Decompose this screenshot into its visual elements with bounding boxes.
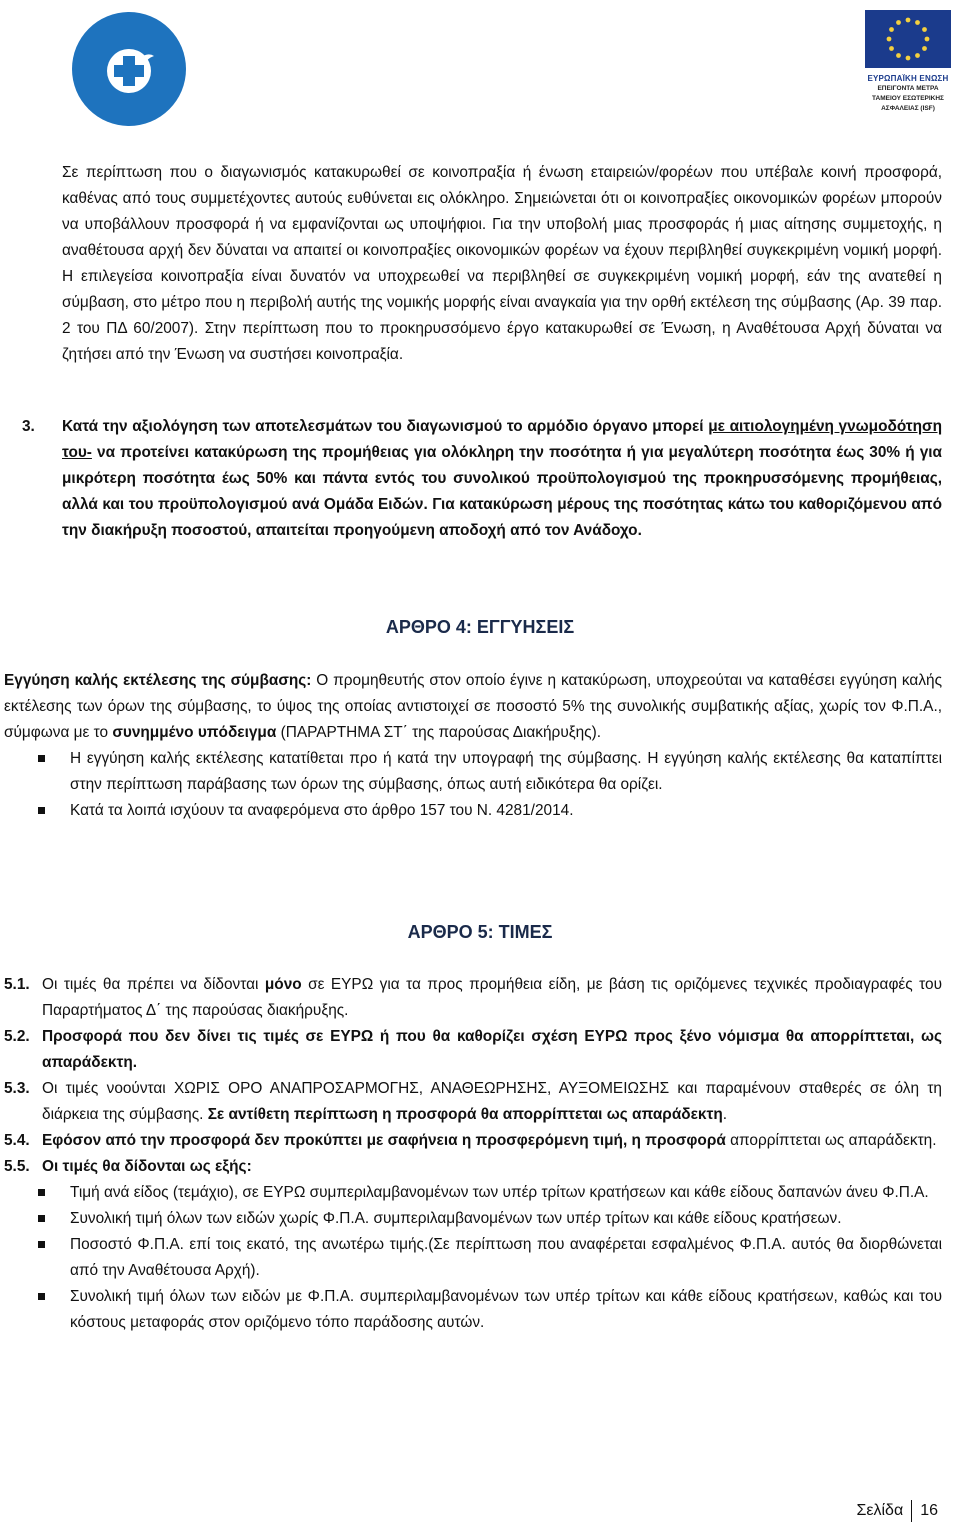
item-5-3-bold: Σε αντίθετη περίπτωση η προσφορά θα απορρίπτεται ως απαράδεκτη: [207, 1106, 723, 1123]
article-4-body: [4, 668, 942, 824]
intro-text: Σε περίπτωση που ο διαγωνισμός κατακυρωθεί σε κοινοπραξία ή ένωση εταιρειών/φορέων που υπέβαλε κοινή προσφορά, καθένας από τους συμμετέχοντες αυτούς ευθύνεται εις ολόκληρο. Σημειώνεται ότι οι κοινοπραξίες οικονομικών φορέων μπορούν να υποβάλλουν προσφορά ή να εμφανίζονται ως υποψήφιοι. Για την υποβολή μιας προσφοράς ή μιας αίτησης συμμετοχής, η αναθέτουσα αρχή δεν δύναται να απαιτεί οι κοινοπραξίες οικονομικών φορέων να έχουν περιβληθεί συγκεκριμένη νομική μορφή. Η επιλεγείσα κοινοπραξία είναι δυνατόν να υποχρεωθεί να περιβληθεί σε συγκεκριμένη νομική μορφή, εάν της ανατεθεί η σύμβαση, στο μέτρο που η περιβολή αυτής της νομικής μορφής είναι αναγκαία για την ορθή εκτέλεση της σύμβασης (Αρ. 39 παρ. 2 του ΠΔ 60/2007). Στην περίπτωση που το προκηρυσσόμενο έργο κατακυρωθεί σε Ένωση, η Αναθέτουσα Αρχή δύναται να ζητήσει από την Ένωση να συστήσει κοινοπραξία.: [62, 164, 942, 363]
guarantee-lead: Εγγύηση καλής εκτέλεσης της σύμβασης:: [4, 672, 312, 689]
item-5-4-number: 5.4.: [4, 1132, 30, 1149]
item-5-2: [4, 1024, 942, 1076]
item-3-text-b: να προτείνει κατακύρωση της προμήθειας για ολόκληρη την ποσότητα ή για μεγαλύτερη ποσότητα έως 30% ή για μικρότερη ποσότητα έως 50% και πάντα εντός του συνολικού προϋπολογισμού της προκηρυσσόμενης προμήθειας, αλλά και του προϋπολογισμού ανά Ομάδα Ειδών. Για κατακύρωση μέρους της ποσότητας κάτω του καθοριζόμενου από την διακήρυξη ποσοστού, απαιτείται προηγούμενη αποδοχή από τον Ανάδοχο.: [62, 444, 942, 539]
article-5-bullet-text: Ποσοστό Φ.Π.Α. επί τοις εκατό, της ανωτέρω τιμής.(Σε περίπτωση που αναφέρεται εσφαλμένος Φ.Π.Α. αυτός θα διορθώνεται από την Αναθέτουσα Αρχή).: [70, 1236, 942, 1279]
item-5-1: [4, 972, 942, 1024]
article-4-bullet-text: Κατά τα λοιπά ισχύουν τα αναφερόμενα στο άρθρο 157 του Ν. 4281/2014.: [70, 802, 574, 819]
eu-logo-line4: ΑΣΦΑΛΕΙΑΣ (ISF): [881, 105, 935, 112]
item-5-5-number: 5.5.: [4, 1158, 30, 1175]
eu-star-icon: [889, 27, 894, 32]
item-5-3: [4, 1076, 942, 1128]
eu-star-icon: [906, 56, 911, 61]
item-5-1-text-a: Οι τιμές θα πρέπει να δίδονται: [42, 976, 265, 993]
article-5-bullet: [4, 1284, 942, 1336]
item-5-1-text-b: σε ΕΥΡΩ για τα προς προμήθεια είδη, με βάση τις οριζόμενες τεχνικές προδιαγραφές του Παραρτήματος Δ΄ της παρούσας διακήρυξης.: [42, 976, 942, 1019]
article-4-bullet-text: Η εγγύηση καλής εκτέλεσης κατατίθεται προ ή κατά την υπογραφή της σύμβασης. Η εγγύηση καλής εκτέλεσης θα καταπίπτει στην περίπτωση παράβασης των όρων της σύμβασης, όπως αυτή ειδικότερα θα ορίζει.: [70, 750, 942, 793]
article-4-bullet: [4, 798, 942, 824]
article-5-bullet-text: Τιμή ανά είδος (τεμάχιο), σε ΕΥΡΩ συμπεριλαμβανομένων των υπέρ τρίτων κρατήσεων και κάθε είδους δαπανών άνευ Φ.Π.Α.: [70, 1184, 929, 1201]
eu-isf-logo: [862, 10, 954, 122]
eu-logo-line3: ΤΑΜΕΙΟΥ ΕΣΩΤΕΡΙΚΗΣ: [872, 95, 944, 102]
square-bullet-icon: [38, 755, 45, 762]
eu-star-icon: [896, 53, 901, 58]
item-3-number: 3.: [22, 418, 35, 435]
item-5-3-text-b: .: [722, 1106, 728, 1123]
article-5-bullet-text: Συνολική τιμή όλων των ειδών με Φ.Π.Α. συμπεριλαμβανομένων των υπέρ τρίτων και κάθε είδους κρατήσεων, καθώς και του κόστους μεταφοράς στον οριζόμενο τόπο παράδοσης αυτών.: [70, 1288, 942, 1331]
article-4-title: ΑΡΘΡΟ 4: ΕΓΓΥΗΣΕΙΣ: [385, 617, 575, 637]
footer-separator: [911, 1500, 912, 1522]
guarantee-paragraph: [4, 668, 942, 746]
item-3-underlined: με αιτιολογημένη γνωμοδότηση του-: [62, 418, 942, 461]
item-5-1-bold: μόνο: [264, 976, 302, 993]
article-5-title: ΑΡΘΡΟ 5: ΤΙΜΕΣ: [407, 922, 553, 942]
square-bullet-icon: [38, 1293, 45, 1300]
item-3: [22, 414, 942, 544]
guarantee-text-2: (ΠΑΡΑΡΤΗΜΑ ΣΤ΄ της παρούσας Διακήρυξης).: [276, 724, 602, 741]
item-5-1-number: 5.1.: [4, 976, 30, 993]
eu-star-icon: [925, 37, 930, 42]
square-bullet-icon: [38, 807, 45, 814]
square-bullet-icon: [38, 1241, 45, 1248]
page-label: Σελίδα: [856, 1502, 904, 1520]
item-5-3-number: 5.3.: [4, 1080, 30, 1097]
doctors-of-the-world-logo: [70, 10, 188, 128]
item-5-5: [4, 1154, 942, 1180]
article-5-bullet: [4, 1206, 942, 1232]
item-5-4-bold: Εφόσον από την προσφορά δεν προκύπτει με σαφήνεια η προσφερόμενη τιμή, η προσφορά: [42, 1132, 726, 1149]
eu-star-icon: [887, 37, 892, 42]
item-5-5-bold: Οι τιμές θα δίδονται ως εξής:: [42, 1158, 252, 1175]
eu-star-icon: [922, 27, 927, 32]
eu-star-icon: [915, 20, 920, 25]
page-number: 16: [920, 1502, 938, 1520]
guarantee-bold-2: συνημμένο υπόδειγμα: [112, 724, 277, 741]
eu-star-icon: [922, 46, 927, 51]
page-footer: [856, 1500, 938, 1522]
article-4-bullet: [4, 746, 942, 798]
item-5-2-bold: Προσφορά που δεν δίνει τις τιμές σε ΕΥΡΩ ή που θα καθορίζει σχέση ΕΥΡΩ προς ξένο νόμισμα θα απορρίπτεται, ως απαράδεκτη.: [42, 1028, 942, 1071]
intro-paragraph: [62, 160, 942, 368]
item-5-3-text-a: Οι τιμές νοούνται ΧΩΡΙΣ ΟΡΟ ΑΝΑΠΡΟΣΑΡΜΟΓΗΣ, ΑΝΑΘΕΩΡΗΣΗΣ, ΑΥΞΟΜΕΙΩΣΗΣ και παραμένουν σταθερές σε όλη τη διάρκεια της σύμβασης.: [42, 1080, 942, 1123]
eu-star-icon: [896, 20, 901, 25]
eu-star-icon: [915, 53, 920, 58]
eu-logo-title: ΕΥΡΩΠΑΪΚΗ ΕΝΩΣΗ: [867, 74, 949, 83]
article-5-body: [4, 972, 942, 1336]
article-5-bullet: [4, 1180, 942, 1206]
article-5-bullet: [4, 1232, 942, 1284]
article-5-bullet-text: Συνολική τιμή όλων των ειδών χωρίς Φ.Π.Α. συμπεριλαμβανομένων των υπέρ τρίτων και κάθε είδους κρατήσεων.: [70, 1210, 842, 1227]
item-5-2-number: 5.2.: [4, 1028, 30, 1045]
square-bullet-icon: [38, 1189, 45, 1196]
eu-flag-icon: [865, 10, 951, 68]
eu-logo-line2: ΕΠΕΙΓΟΝΤΑ ΜΕΤΡΑ: [877, 85, 939, 92]
guarantee-text-1: Ο προμηθευτής στον οποίο έγινε η κατακύρωση, υποχρεούται να καταθέσει εγγύηση καλής εκτέλεσης των όρων της σύμβασης, το ύψος της οποίας αντιστοιχεί σε ποσοστό 5% της συνολικής συμβατικής αξίας, χωρίς τον Φ.Π.Α., σύμφωνα με το: [4, 672, 943, 741]
item-3-text-a: Κατά την αξιολόγηση των αποτελεσμάτων του διαγωνισμού το αρμόδιο όργανο μπορεί: [62, 418, 709, 435]
item-5-4: [4, 1128, 942, 1154]
item-5-4-text-b: απορρίπτεται ως απαράδεκτη.: [725, 1132, 937, 1149]
square-bullet-icon: [38, 1215, 45, 1222]
eu-star-icon: [889, 46, 894, 51]
eu-star-icon: [906, 18, 911, 23]
dotw-logo-icon: [70, 10, 188, 128]
